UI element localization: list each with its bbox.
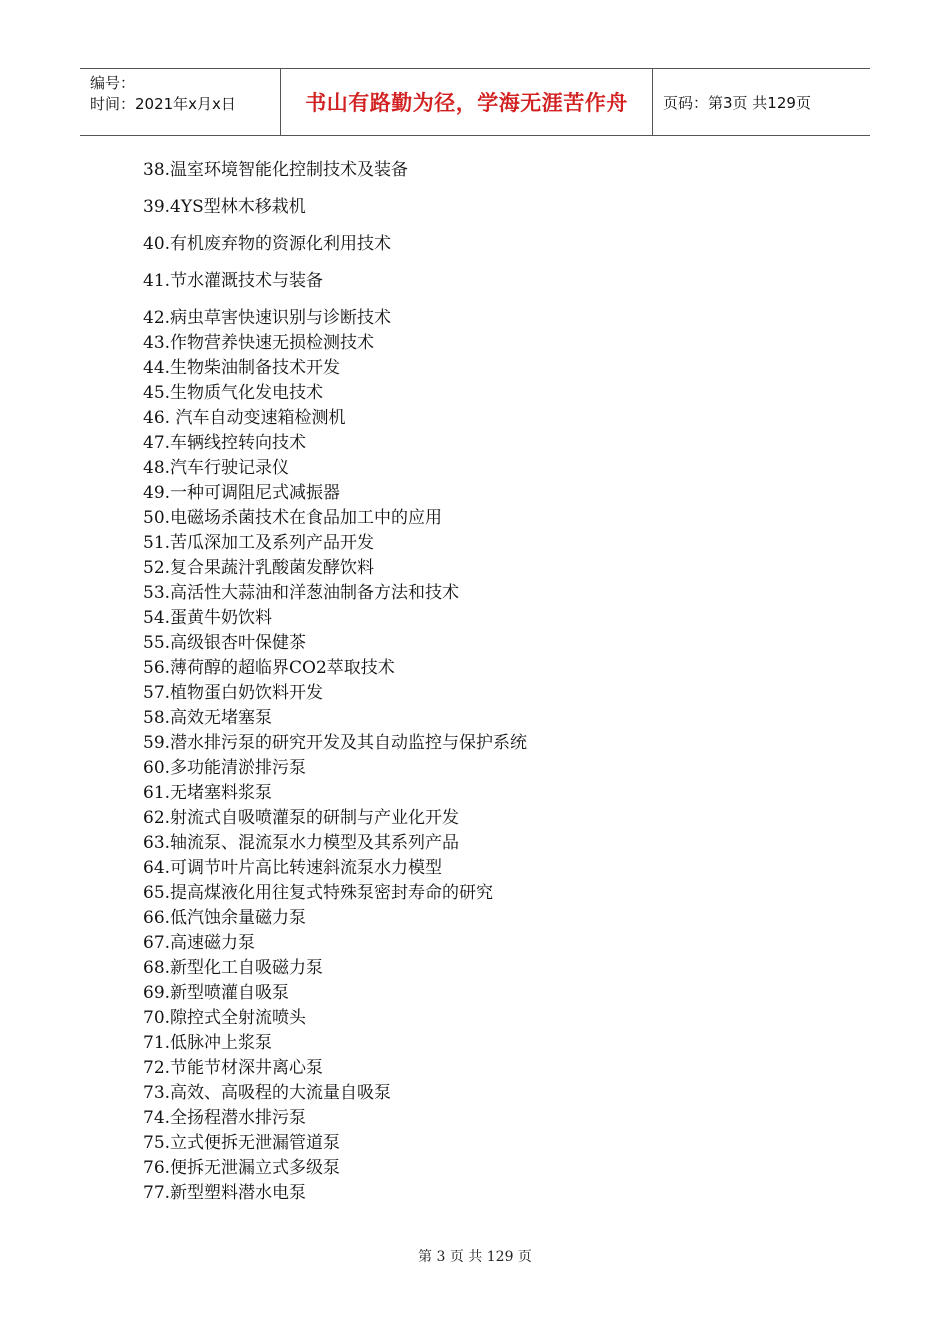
list-item: 62.射流式自吸喷灌泵的研制与产业化开发 <box>143 808 460 828</box>
list-item: 42.病虫草害快速识别与诊断技术 <box>143 308 392 328</box>
list-item: 50.电磁场杀菌技术在食品加工中的应用 <box>143 508 443 528</box>
list-item: 69.新型喷灌自吸泵 <box>143 983 290 1003</box>
list-item: 39.4YS型林木移栽机 <box>143 197 306 217</box>
header-meta <box>80 69 281 135</box>
list-item: 46. 汽车自动变速箱检测机 <box>143 408 346 428</box>
list-item: 44.生物柴油制备技术开发 <box>143 358 341 378</box>
list-item: 52.复合果蔬汁乳酸菌发酵饮料 <box>143 558 375 578</box>
motto: 书山有路勤为径，学海无涯苦作舟 <box>305 91 628 115</box>
list-item: 49.一种可调阻尼式减振器 <box>143 483 341 503</box>
list-item: 76.便拆无泄漏立式多级泵 <box>143 1158 341 1178</box>
list-item: 72.节能节材深井离心泵 <box>143 1058 324 1078</box>
list-item: 66.低汽蚀余量磁力泵 <box>143 908 307 928</box>
page-info: 页码：第3页 共129页 <box>663 93 811 112</box>
list-item: 43.作物营养快速无损检测技术 <box>143 333 375 353</box>
list-item: 70.隙控式全射流喷头 <box>143 1008 307 1028</box>
list-item: 59.潜水排污泵的研究开发及其自动监控与保护系统 <box>143 733 528 753</box>
list-item: 55.高级银杏叶保健茶 <box>143 633 307 653</box>
list-item: 56.薄荷醇的超临界CO2萃取技术 <box>143 658 395 678</box>
list-item: 40.有机废弃物的资源化利用技术 <box>143 234 392 254</box>
list-item: 67.高速磁力泵 <box>143 933 256 953</box>
list-item: 75.立式便拆无泄漏管道泵 <box>143 1133 341 1153</box>
list-item: 64.可调节叶片高比转速斜流泵水力模型 <box>143 858 443 878</box>
list-item: 68.新型化工自吸磁力泵 <box>143 958 324 978</box>
time-label: 时间：2021年x月x日 <box>90 95 236 113</box>
page-header <box>80 68 870 136</box>
list-item: 61.无堵塞料浆泵 <box>143 783 273 803</box>
list-item: 51.苦瓜深加工及系列产品开发 <box>143 533 375 553</box>
list-item: 54.蛋黄牛奶饮料 <box>143 608 273 628</box>
page-footer: 第 3 页 共 129 页 <box>418 1249 532 1265</box>
list-item: 58.高效无堵塞泵 <box>143 708 273 728</box>
list-item: 45.生物质气化发电技术 <box>143 383 324 403</box>
list-item: 73.高效、高吸程的大流量自吸泵 <box>143 1083 392 1103</box>
list-item: 74.全扬程潜水排污泵 <box>143 1108 307 1128</box>
header-motto-cell <box>281 69 653 135</box>
list-item: 60.多功能清淤排污泵 <box>143 758 307 778</box>
list-item: 38.温室环境智能化控制技术及装备 <box>143 160 409 180</box>
tech-item-list <box>143 158 527 1206</box>
list-item: 57.植物蛋白奶饮料开发 <box>143 683 324 703</box>
list-item: 63.轴流泵、混流泵水力模型及其系列产品 <box>143 833 460 853</box>
list-item: 65.提高煤液化用往复式特殊泵密封寿命的研究 <box>143 883 494 903</box>
list-item: 48.汽车行驶记录仪 <box>143 458 290 478</box>
list-item: 77.新型塑料潜水电泵 <box>143 1183 307 1203</box>
list-item: 53.高活性大蒜油和洋葱油制备方法和技术 <box>143 583 460 603</box>
list-item: 47.车辆线控转向技术 <box>143 433 307 453</box>
list-item: 41.节水灌溉技术与装备 <box>143 271 324 291</box>
code-label: 编号： <box>90 74 136 92</box>
list-item: 71.低脉冲上浆泵 <box>143 1033 273 1053</box>
header-page-cell <box>653 69 870 135</box>
